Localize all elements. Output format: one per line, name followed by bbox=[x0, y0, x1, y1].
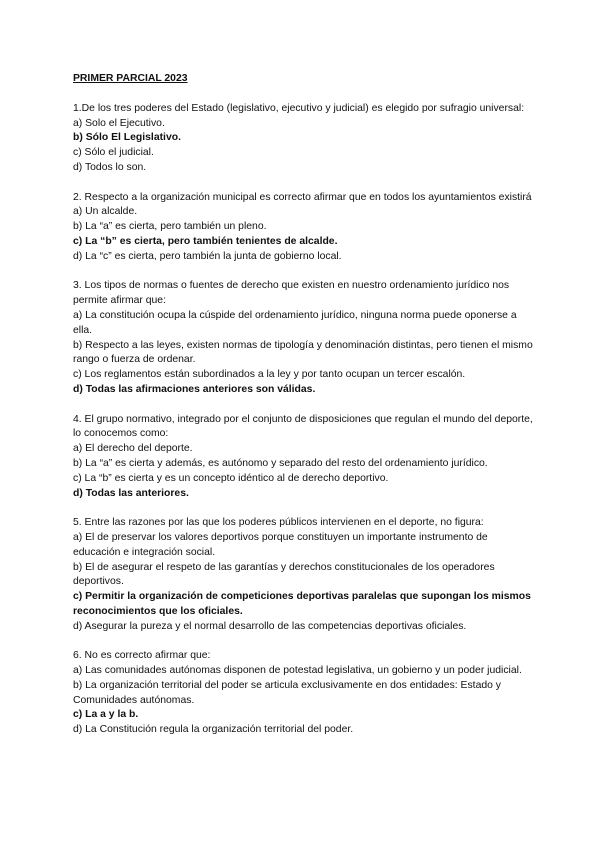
question-text: 5. Entre las razones por las que los poderes públicos intervienen en el deporte, no figura: bbox=[73, 517, 484, 529]
option-c: c) La “b” es cierta y es un concepto idéntico al de derecho deportivo. bbox=[73, 472, 389, 484]
option-c: c) Sólo el judicial. bbox=[73, 147, 154, 159]
option-b: b) Respecto a las leyes, existen normas de tipología y denominación distintas, pero tienen el mismo rango o fuerza de ordenar. bbox=[73, 339, 533, 366]
option-c-answer: c) La a y la b. bbox=[73, 709, 139, 721]
option-b: b) La organización territorial del poder se articula exclusivamente en dos entidades: Estado y Comunidades autónomas. bbox=[73, 679, 501, 706]
question-3 bbox=[73, 279, 533, 397]
question-6 bbox=[73, 649, 533, 738]
question-5 bbox=[73, 516, 533, 634]
option-a: a) Un alcalde. bbox=[73, 206, 138, 218]
option-a: a) Solo el Ejecutivo. bbox=[73, 117, 165, 129]
exam-document bbox=[73, 72, 533, 753]
question-text: 2. Respecto a la organización municipal es correcto afirmar que en todos los ayuntamientos existirá bbox=[73, 191, 532, 203]
option-b-answer: b) Sólo El Legislativo. bbox=[73, 132, 181, 144]
question-1 bbox=[73, 102, 533, 176]
option-b: b) La “a” es cierta, pero también un pleno. bbox=[73, 221, 267, 233]
option-d: d) La “c” es cierta, pero también la junta de gobierno local. bbox=[73, 250, 342, 262]
question-text: 1.De los tres poderes del Estado (legislativo, ejecutivo y judicial) es elegido por sufragio universal: bbox=[73, 102, 525, 114]
option-c-answer: c) Permitir la organización de competiciones deportivas paralelas que supongan los mismos reconocimientos que los oficiales. bbox=[73, 591, 531, 617]
option-d-answer: d) Todas las anteriores. bbox=[73, 487, 189, 499]
option-d: d) Todos lo son. bbox=[73, 161, 147, 173]
option-d-answer: d) Todas las afirmaciones anteriores son válidas. bbox=[73, 383, 316, 395]
question-4 bbox=[73, 413, 533, 502]
exam-title: PRIMER PARCIAL 2023 bbox=[73, 73, 188, 84]
option-a: a) Las comunidades autónomas disponen de potestad legislativa, un gobierno y un poder judicial. bbox=[73, 665, 522, 677]
question-text: 6. No es correcto afirmar que: bbox=[73, 650, 211, 662]
option-d: d) Asegurar la pureza y el normal desarrollo de las competencias deportivas oficiales. bbox=[73, 620, 467, 632]
option-c: c) Los reglamentos están subordinados a la ley y por tanto ocupan un tercer escalón. bbox=[73, 369, 466, 381]
option-b: b) La “a” es cierta y además, es autónomo y separado del resto del ordenamiento jurídico. bbox=[73, 457, 488, 469]
option-a: a) La constitución ocupa la cúspide del ordenamiento jurídico, ninguna norma puede oponerse a ella. bbox=[73, 309, 517, 336]
option-b: b) El de asegurar el respeto de las garantías y derechos constitucionales de los operadores deportivos. bbox=[73, 561, 495, 588]
option-d: d) La Constitución regula la organización territorial del poder. bbox=[73, 724, 354, 736]
question-text: 3. Los tipos de normas o fuentes de derecho que existen en nuestro ordenamiento jurídico nos permite afirmar que: bbox=[73, 280, 510, 307]
option-a: a) El derecho del deporte. bbox=[73, 443, 193, 455]
option-c-answer: c) La “b” es cierta, pero también tenientes de alcalde. bbox=[73, 235, 338, 247]
question-2 bbox=[73, 191, 533, 265]
question-text: 4. El grupo normativo, integrado por el conjunto de disposiciones que regulan el mundo del deporte, lo conocemos como: bbox=[73, 413, 533, 440]
option-a: a) El de preservar los valores deportivos porque constituyen un importante instrumento de educación e integración social. bbox=[73, 531, 488, 558]
